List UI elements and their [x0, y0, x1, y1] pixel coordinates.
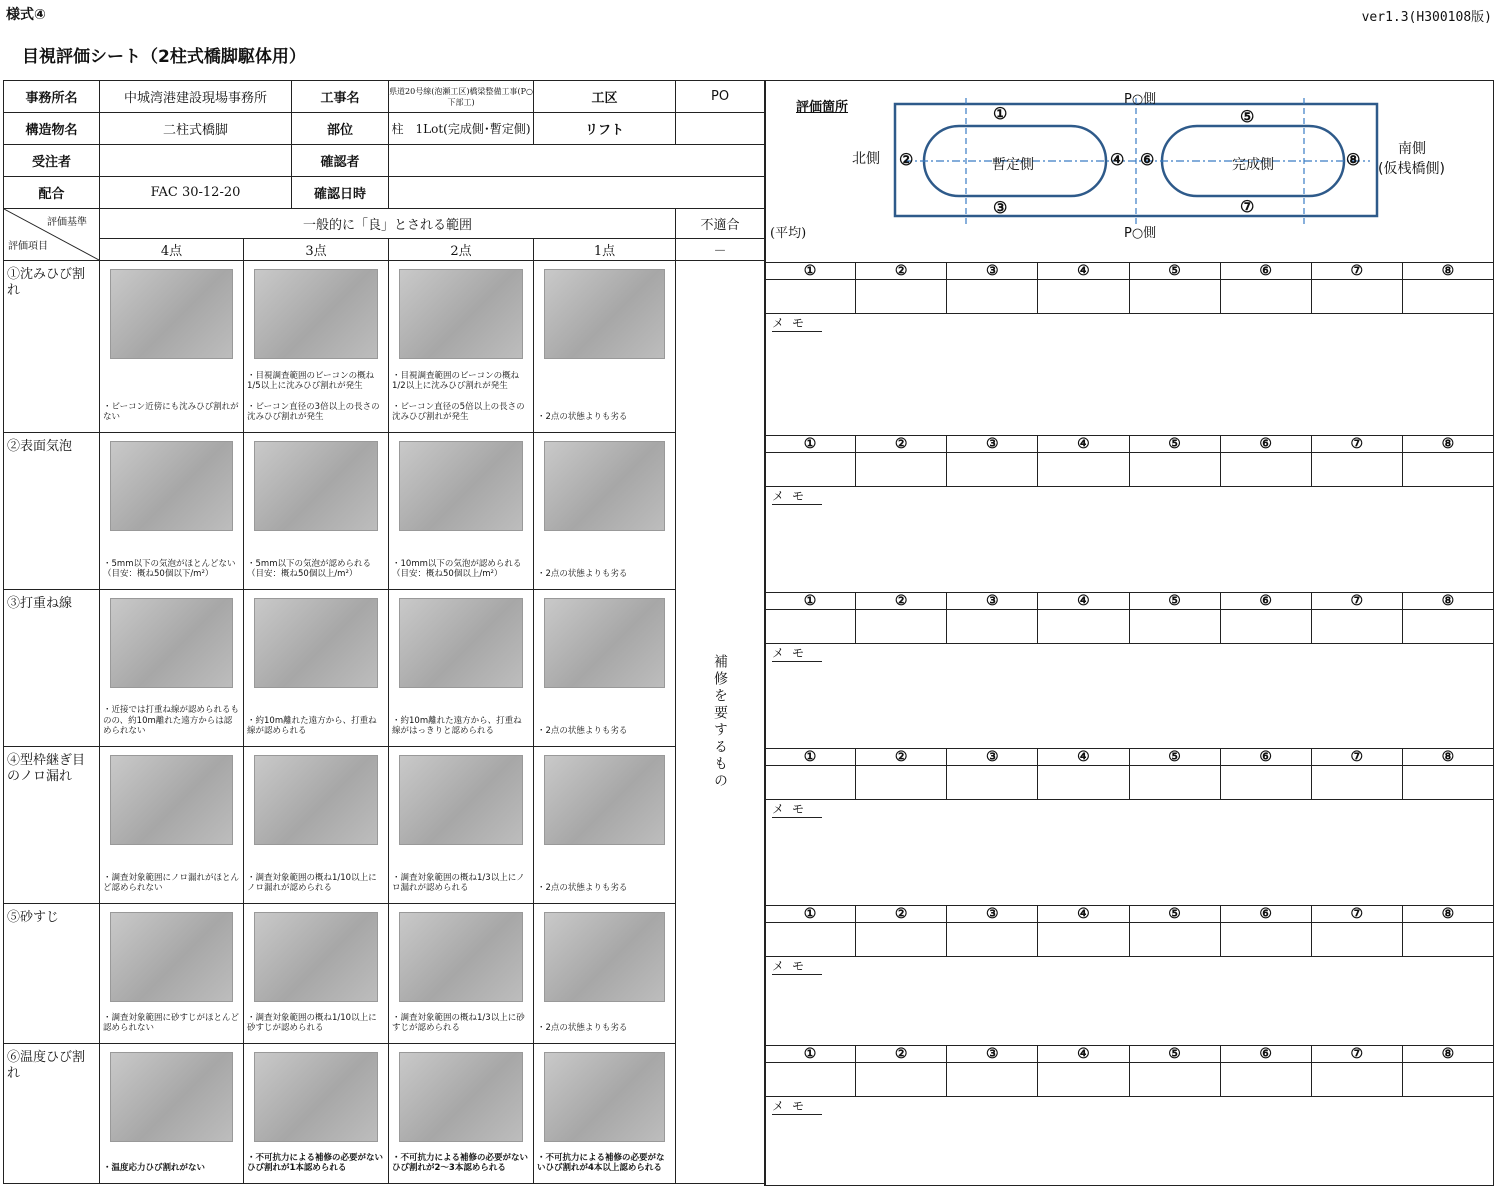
score-cell [534, 747, 676, 904]
score-input-cell[interactable] [856, 453, 947, 487]
score-4-header: 4点 [100, 239, 244, 261]
sample-photo [254, 1052, 378, 1142]
p-side-bottom: P○側 [1124, 226, 1157, 241]
zone-label: 工区 [534, 81, 676, 113]
grid-header-cell: ③ [947, 263, 1038, 280]
criterion-caption: ・目視調査範囲のビーコンの概ね1/2以上に沈みひび割れが発生 ・ビーコン直径の5倍以上の長さの沈みひび割れが発生 [392, 371, 525, 422]
score-grid [764, 1045, 1494, 1097]
office-label: 事務所名 [4, 81, 100, 113]
structure-label: 構造物名 [4, 113, 100, 145]
grid-header-cell: ② [856, 1046, 947, 1063]
sample-photo [399, 1052, 523, 1142]
grid-header-cell: ① [765, 593, 856, 610]
sample-photo [110, 441, 233, 531]
sample-photo [544, 755, 665, 845]
sample-photo [544, 1052, 665, 1142]
score-cell [534, 904, 676, 1044]
score-input-cell[interactable] [1402, 766, 1493, 800]
score-cell [389, 433, 534, 590]
score-input-cell[interactable] [947, 610, 1038, 644]
grid-header-cell: ⑦ [1311, 263, 1402, 280]
sample-photo [544, 269, 665, 359]
grid-header-cell: ⑧ [1402, 593, 1493, 610]
grid-header-cell: ⑥ [1220, 749, 1311, 766]
score-input-cell[interactable] [1038, 1063, 1129, 1097]
sample-photo [544, 441, 665, 531]
score-grid [764, 905, 1494, 957]
item-label: ④型枠継ぎ目のノロ漏れ [4, 747, 100, 904]
provisional-side-label: 暫定側 [992, 157, 1034, 173]
score-3-header: 3点 [244, 239, 389, 261]
score-input-cell[interactable] [1038, 610, 1129, 644]
page-title: 目視評価シート（2柱式橋脚駆体用） [22, 47, 306, 67]
criterion-caption: ・約10m離れた遠方から、打重ね線が認められる [247, 715, 377, 736]
grid-header-cell: ② [856, 906, 947, 923]
score-cell [389, 261, 534, 433]
score-input-cell[interactable] [1311, 1063, 1402, 1097]
sample-photo [254, 598, 378, 688]
sample-photo [544, 598, 665, 688]
office-value[interactable]: 中城湾港建設現場事務所 [100, 81, 292, 113]
point-5: ⑤ [1240, 107, 1255, 126]
score-input-cell[interactable] [1311, 923, 1402, 957]
criteria-label: 評価基準 [47, 217, 87, 228]
score-input-cell[interactable] [1038, 923, 1129, 957]
score-cell [244, 747, 389, 904]
score-input-cell[interactable] [765, 453, 856, 487]
score-input-cell[interactable] [1220, 766, 1311, 800]
grid-header-cell: ③ [947, 436, 1038, 453]
criterion-caption: ・近接では打重ね線が認められるものの、約10m離れた遠方からは認められない [103, 705, 240, 736]
memo-label: メモ [772, 644, 822, 662]
criterion-caption: ・調査対象範囲にノロ漏れがほとんど認められない [103, 872, 240, 893]
sample-photo [399, 598, 523, 688]
grid-header-cell: ① [765, 263, 856, 280]
score-1-header: 1点 [534, 239, 676, 261]
score-cell [244, 433, 389, 590]
unfit-header: 不適合 [676, 209, 765, 239]
criterion-caption: ・不可抗力による補修の必要がないひび割れが2～3本認められる [392, 1152, 529, 1173]
grid-header-cell: ④ [1038, 1046, 1129, 1063]
score-cell [100, 433, 244, 590]
score-cell [244, 590, 389, 747]
sample-photo [254, 755, 378, 845]
score-input-cell[interactable] [856, 766, 947, 800]
criterion-caption: ・5mm以下の気泡が認められる（目安：概ね50個以上/m²） [247, 558, 371, 579]
criterion-caption: ・調査対象範囲の概ね1/3以上にノロ漏れが認められる [392, 872, 525, 893]
memo-label: メモ [772, 314, 822, 332]
unfit-dash: － [676, 239, 765, 261]
item-label: ③打重ね線 [4, 590, 100, 747]
grid-header-cell: ⑧ [1402, 749, 1493, 766]
score-cell [389, 590, 534, 747]
grid-header-cell: ⑥ [1220, 263, 1311, 280]
score-cell [534, 1044, 676, 1184]
date-label: 確認日時 [292, 177, 389, 209]
grid-header-cell: ⑥ [1220, 436, 1311, 453]
grid-header-cell: ⑧ [1402, 436, 1493, 453]
south-label: 南側 [1398, 141, 1426, 157]
criterion-caption: ・ビーコン近傍にも沈みひび割れがない [103, 401, 239, 422]
score-input-cell[interactable] [1402, 1063, 1493, 1097]
point-3: ③ [993, 198, 1008, 217]
score-input-cell[interactable] [1220, 923, 1311, 957]
mix-value[interactable]: FAC 30-12-20 [100, 177, 292, 209]
score-input-cell[interactable] [947, 1063, 1038, 1097]
point-1: ① [993, 104, 1008, 123]
score-input-cell[interactable] [1402, 453, 1493, 487]
grid-header-cell: ⑦ [1311, 1046, 1402, 1063]
checker-value[interactable] [389, 145, 765, 177]
memo-label: メモ [772, 957, 822, 975]
score-input-cell[interactable] [1129, 923, 1220, 957]
grid-header-cell: ⑦ [1311, 906, 1402, 923]
grid-header-cell: ① [765, 749, 856, 766]
grid-header-cell: ⑤ [1129, 749, 1220, 766]
memo-label: メモ [772, 800, 822, 818]
grid-header-cell: ③ [947, 906, 1038, 923]
score-input-cell[interactable] [947, 766, 1038, 800]
criterion-caption: ・10mm以下の気泡が認められる（目安：概ね50個以上/m²） [392, 558, 522, 579]
contractor-value[interactable] [100, 145, 292, 177]
score-input-cell[interactable] [947, 280, 1038, 314]
grid-header-cell: ⑦ [1311, 436, 1402, 453]
grid-header-cell: ⑤ [1129, 263, 1220, 280]
criterion-caption: ・2点の状態よりも劣る [537, 725, 628, 736]
repair-needed-cell [676, 261, 765, 1184]
grid-header-cell: ① [765, 436, 856, 453]
score-cell [244, 904, 389, 1044]
contractor-label: 受注者 [4, 145, 100, 177]
date-value[interactable] [389, 177, 765, 209]
item-label: ①沈みひび割れ [4, 261, 100, 433]
criterion-caption: ・調査対象範囲の概ね1/3以上に砂すじが認められる [392, 1012, 525, 1033]
point-8: ⑧ [1346, 150, 1361, 169]
score-cell [244, 1044, 389, 1184]
sample-photo [254, 441, 378, 531]
score-input-cell[interactable] [856, 923, 947, 957]
item-label: ⑤砂すじ [4, 904, 100, 1044]
grid-header-cell: ④ [1038, 263, 1129, 280]
sample-photo [399, 269, 523, 359]
part-value[interactable]: 柱 1Lot(完成側･暫定側) [389, 113, 534, 145]
complete-side-label: 完成側 [1232, 157, 1274, 173]
score-input-cell[interactable] [1402, 280, 1493, 314]
score-input-cell[interactable] [765, 280, 856, 314]
criterion-caption: ・調査対象範囲の概ね1/10以上にノロ漏れが認められる [247, 872, 377, 893]
score-input-cell[interactable] [856, 280, 947, 314]
point-7: ⑦ [1240, 197, 1255, 216]
repair-needed-text: 補修を要するもの [712, 654, 729, 790]
score-cell [244, 261, 389, 433]
grid-header-cell: ④ [1038, 436, 1129, 453]
grid-header-cell: ⑤ [1129, 906, 1220, 923]
criterion-caption: ・2点の状態よりも劣る [537, 568, 628, 579]
work-value[interactable]: 県道20号線(泡瀬工区)橋梁整備工事(P○下部工) [389, 81, 534, 113]
score-input-cell[interactable] [947, 923, 1038, 957]
score-input-cell[interactable] [1220, 610, 1311, 644]
score-cell [100, 904, 244, 1044]
score-input-cell[interactable] [765, 610, 856, 644]
score-input-cell[interactable] [856, 1063, 947, 1097]
items-label: 評価項目 [8, 241, 48, 252]
sample-photo [110, 269, 233, 359]
criterion-caption: ・2点の状態よりも劣る [537, 411, 628, 422]
score-input-cell[interactable] [1311, 610, 1402, 644]
score-input-cell[interactable] [1220, 453, 1311, 487]
sample-photo [254, 912, 378, 1002]
grid-header-cell: ⑦ [1311, 749, 1402, 766]
criterion-caption: ・調査対象範囲の概ね1/10以上に砂すじが認められる [247, 1012, 377, 1033]
sample-photo [110, 912, 233, 1002]
grid-header-cell: ⑧ [1402, 906, 1493, 923]
criterion-caption: ・5mm以下の気泡がほとんどない（目安：概ね50個以下/m²） [103, 558, 236, 579]
version-label: ver1.3(H300108版) [1361, 10, 1492, 25]
evaluation-table [3, 80, 765, 1184]
score-input-cell[interactable] [1129, 280, 1220, 314]
score-input-cell[interactable] [1220, 280, 1311, 314]
score-grid [764, 435, 1494, 487]
sample-photo [110, 598, 233, 688]
score-cell [389, 1044, 534, 1184]
grid-header-cell: ⑤ [1129, 436, 1220, 453]
score-cell [534, 433, 676, 590]
score-input-cell[interactable] [1402, 610, 1493, 644]
score-input-cell[interactable] [1129, 766, 1220, 800]
criterion-caption: ・目視調査範囲のビーコンの概ね1/5以上に沈みひび割れが発生 ・ビーコン直径の3倍以上の長さの沈みひび割れが発生 [247, 371, 380, 422]
point-6: ⑥ [1140, 150, 1155, 169]
grid-header-cell: ④ [1038, 749, 1129, 766]
grid-header-cell: ③ [947, 749, 1038, 766]
grid-header-cell: ① [765, 906, 856, 923]
p-side-top: P○側 [1124, 92, 1157, 107]
grid-header-cell: ② [856, 436, 947, 453]
sample-photo [399, 912, 523, 1002]
score-input-cell[interactable] [947, 453, 1038, 487]
criterion-caption: ・約10m離れた遠方から、打重ね線がはっきりと認められる [392, 715, 522, 736]
grid-header-cell: ⑦ [1311, 593, 1402, 610]
south-sub-label: (仮桟橋側) [1378, 161, 1445, 177]
score-input-cell[interactable] [765, 1063, 856, 1097]
grid-header-cell: ⑥ [1220, 593, 1311, 610]
item-label: ②表面気泡 [4, 433, 100, 590]
mix-label: 配合 [4, 177, 100, 209]
score-input-cell[interactable] [1129, 1063, 1220, 1097]
score-input-cell[interactable] [1038, 453, 1129, 487]
memo-label: メモ [772, 487, 822, 505]
score-input-cell[interactable] [765, 923, 856, 957]
lift-label: リフト [534, 113, 676, 145]
good-range-header: 一般的に「良」とされる範囲 [100, 209, 676, 239]
sample-photo [544, 912, 665, 1002]
grid-header-cell: ③ [947, 593, 1038, 610]
grid-header-cell: ② [856, 263, 947, 280]
grid-header-cell: ④ [1038, 906, 1129, 923]
score-input-cell[interactable] [856, 610, 947, 644]
sample-photo [110, 1052, 233, 1142]
part-label: 部位 [292, 113, 389, 145]
criterion-caption: ・不可抗力による補修の必要がないひび割れが4本以上認められる [537, 1152, 665, 1173]
score-input-cell[interactable] [1311, 280, 1402, 314]
structure-value[interactable]: 二柱式橋脚 [100, 113, 292, 145]
memo-label: メモ [772, 1097, 822, 1115]
criterion-caption: ・温度応力ひび割れがない [103, 1162, 206, 1173]
score-input-cell[interactable] [1402, 923, 1493, 957]
north-label: 北側 [852, 151, 880, 167]
sample-photo [254, 269, 378, 359]
score-input-cell[interactable] [1220, 1063, 1311, 1097]
criterion-caption: ・2点の状態よりも劣る [537, 1022, 628, 1033]
criterion-caption: ・2点の状態よりも劣る [537, 882, 628, 893]
criterion-caption: ・不可抗力による補修の必要がないひび割れが1本認められる [247, 1152, 384, 1173]
zone-value[interactable]: PO [676, 81, 765, 113]
checker-label: 確認者 [292, 145, 389, 177]
score-input-cell[interactable] [1038, 280, 1129, 314]
criteria-corner [4, 209, 100, 261]
score-cell [100, 1044, 244, 1184]
grid-header-cell: ② [856, 749, 947, 766]
criterion-caption: ・調査対象範囲に砂すじがほとんど認められない [103, 1012, 240, 1033]
sample-photo [399, 755, 523, 845]
score-input-cell[interactable] [1038, 766, 1129, 800]
sample-photo [399, 441, 523, 531]
grid-header-cell: ⑧ [1402, 1046, 1493, 1063]
item-label: ⑥温度ひび割れ [4, 1044, 100, 1184]
score-input-cell[interactable] [1129, 453, 1220, 487]
score-grid [764, 592, 1494, 644]
grid-header-cell: ② [856, 593, 947, 610]
score-cell [100, 590, 244, 747]
score-cell [534, 590, 676, 747]
score-grid [764, 262, 1494, 314]
score-cell [100, 261, 244, 433]
score-cell [389, 747, 534, 904]
grid-header-cell: ⑧ [1402, 263, 1493, 280]
point-2: ② [899, 150, 914, 169]
lift-value[interactable] [676, 113, 765, 145]
score-input-cell[interactable] [1311, 766, 1402, 800]
grid-header-cell: ③ [947, 1046, 1038, 1063]
average-label: (平均) [770, 226, 807, 241]
grid-header-cell: ④ [1038, 593, 1129, 610]
score-input-cell[interactable] [765, 766, 856, 800]
score-2-header: 2点 [389, 239, 534, 261]
grid-header-cell: ⑥ [1220, 906, 1311, 923]
score-cell [534, 261, 676, 433]
diagram-title: 評価箇所 [796, 100, 849, 115]
score-input-cell[interactable] [1311, 453, 1402, 487]
work-label: 工事名 [292, 81, 389, 113]
score-input-cell[interactable] [1129, 610, 1220, 644]
grid-header-cell: ① [765, 1046, 856, 1063]
score-cell [100, 747, 244, 904]
sample-photo [110, 755, 233, 845]
grid-header-cell: ⑤ [1129, 593, 1220, 610]
grid-header-cell: ⑤ [1129, 1046, 1220, 1063]
form-number: 様式④ [6, 7, 46, 23]
point-4: ④ [1110, 150, 1125, 169]
score-grid [764, 748, 1494, 800]
grid-header-cell: ⑥ [1220, 1046, 1311, 1063]
score-cell [389, 904, 534, 1044]
